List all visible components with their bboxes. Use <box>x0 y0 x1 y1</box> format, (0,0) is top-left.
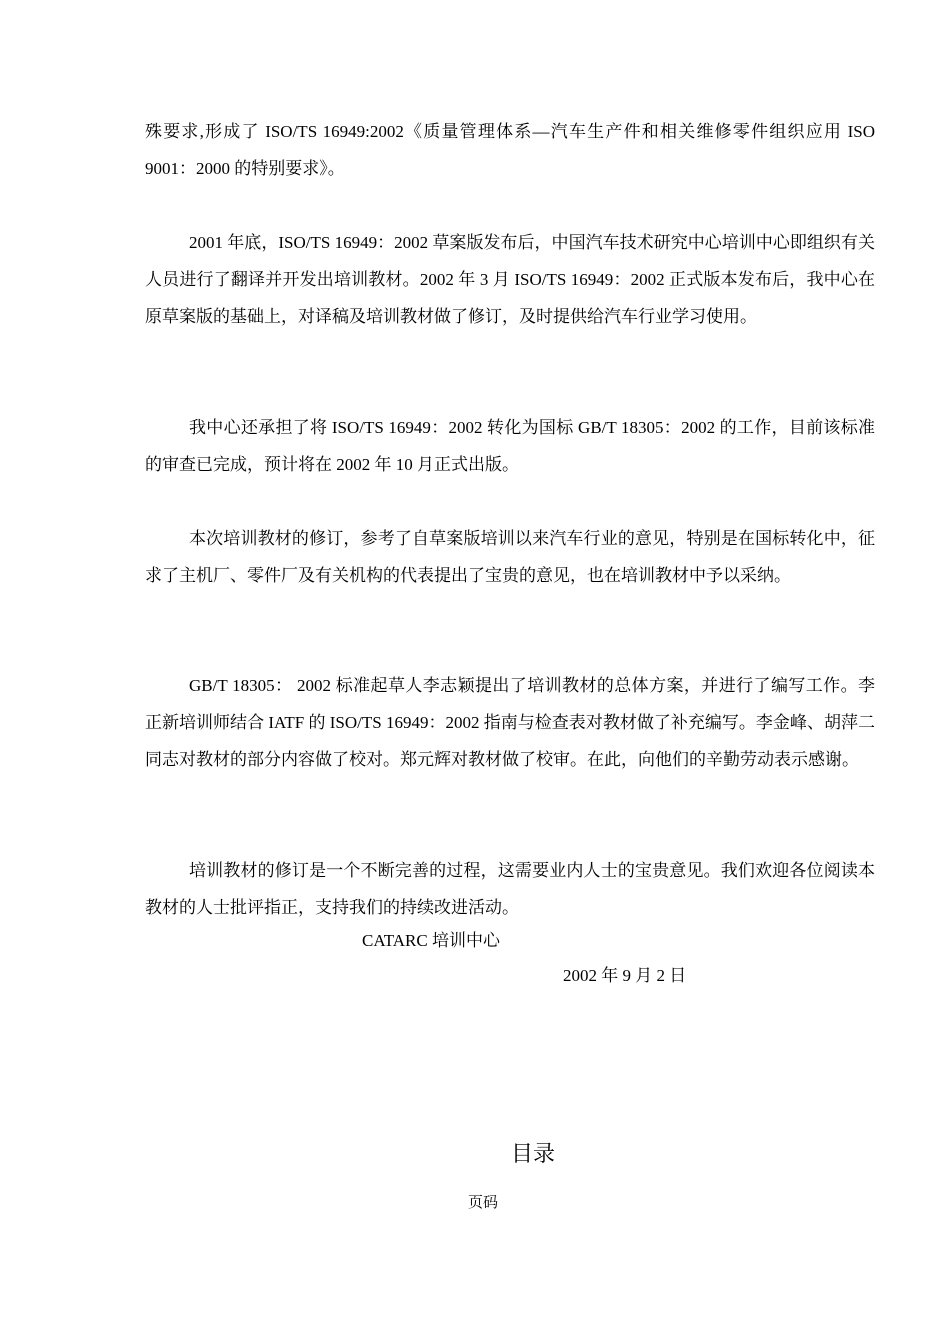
paragraph-closing: 培训教材的修订是一个不断完善的过程，这需要业内人士的宝贵意见。我们欢迎各位阅读本教材的人士批评指正，支持我们的持续改进活动。 <box>145 861 875 917</box>
paragraph-revision-feedback: 本次培训教材的修订，参考了自草案版培训以来汽车行业的意见，特别是在国标转化中，征求了主机厂、零件厂及有关机构的代表提出了宝贵的意见，也在培训教材中予以采纳。 <box>145 529 875 585</box>
signature-date: 2002 年 9 月 2 日 <box>563 966 687 985</box>
paragraph-national-standard: 我中心还承担了将 ISO/TS 16949：2002 转化为国标 GB/T 18305：2002 的工作，目前该标准的审查已完成，预计将在 2002 年 10 月正式出版。 <box>145 418 875 474</box>
toc-page-label: 页码 <box>467 1195 498 1211</box>
paragraph-draft-release: 2001 年底，ISO/TS 16949：2002 草案版发布后，中国汽车技术研究中心培训中心即组织有关人员进行了翻译并开发出培训教材。2002 年 3 月 ISO/TS 16949：2002 正式版本发布后，我中心在原草案版的基础上，对译稿及培训教材做了修订，及时提供给汽车行业学习使用。 <box>145 233 875 326</box>
paragraph-acknowledgements: GB/T 18305： 2002 标准起草人李志颖提出了培训教材的总体方案，并进行了编写工作。李正新培训师结合 IATF 的 ISO/TS 16949：2002 指南与检查表对教材做了补充编写。李金峰、胡萍二同志对教材的部分内容做了校对。郑元辉对教材做了校审。在此，向他们的辛勤劳动表示感谢。 <box>145 676 875 769</box>
paragraph-continuation: 殊要求,形成了 ISO/TS 16949:2002《质量管理体系—汽车生产件和相关维修零件组织应用 ISO 9001：2000 的特别要求》。 <box>145 122 875 178</box>
signature-organization: CATARC 培训中心 <box>362 931 500 950</box>
toc-title: 目录 <box>510 1142 555 1167</box>
